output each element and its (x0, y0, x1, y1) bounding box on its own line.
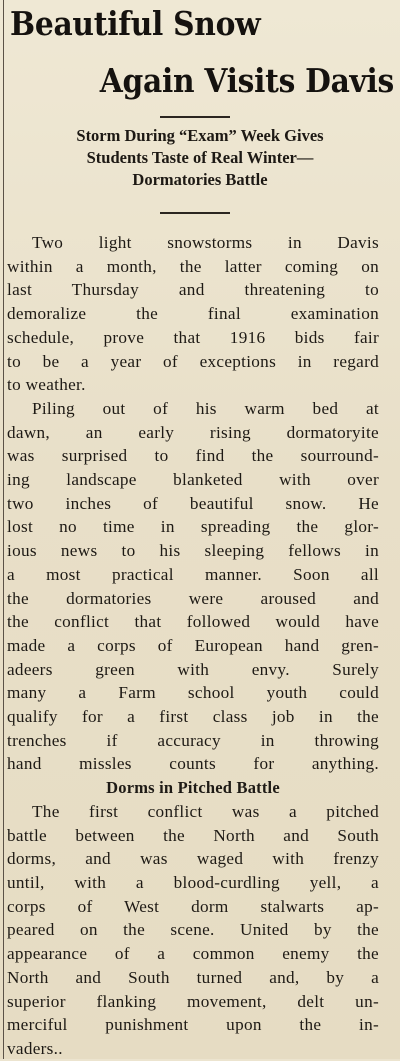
text-line: made a corps of European hand gren- (7, 635, 379, 655)
text-line: within a month, the latter coming on (7, 256, 379, 276)
text-line: dorms, and was waged with frenzy (7, 849, 379, 869)
text-line: the conflict that followed would have (7, 612, 379, 632)
text-line: a most practical manner. Soon all (7, 564, 379, 584)
text-line: Two light snowstorms in Davis (32, 233, 379, 252)
text-line: qualify for a first class job in the (7, 707, 379, 727)
text-line: the dormatories were aroused and (7, 588, 379, 608)
headline (10, 4, 394, 102)
divider-rule-bottom (160, 212, 230, 214)
text-line: The first conflict was a pitched (32, 801, 379, 821)
text-line: demoralize the final examination (7, 304, 379, 324)
text-line: until, with a blood-curdling yell, a (7, 872, 379, 892)
subheadline (6, 125, 394, 191)
subheadline-line: Storm During “Exam” Week Gives (76, 126, 324, 145)
text-line: lost no time in spreading the glor- (7, 517, 379, 537)
column-rule (3, 0, 4, 1059)
text-line: appearance of a common enemy the (7, 944, 379, 964)
text-line: last Thursday and threatening to (7, 280, 379, 300)
text-line: many a Farm school youth could (7, 683, 379, 703)
text-line: hand missles counts for anything. (7, 754, 379, 774)
section-heading: Dorms in Pitched Battle (106, 778, 280, 798)
text-line: ious news to his sleeping fellows in (7, 541, 379, 561)
text-line: vaders.. (7, 1038, 63, 1058)
text-line: Piling out of his warm bed at (32, 398, 379, 418)
text-line: battle between the North and South (7, 825, 379, 845)
text-line: to be a year of exceptions in regard (7, 351, 379, 371)
divider-rule-top (160, 116, 230, 118)
paragraph-2 (7, 397, 379, 776)
text-line: superior flanking movement, delt un- (7, 991, 379, 1011)
paragraph-1 (7, 231, 379, 397)
text-line: two inches of beautiful snow. He (7, 493, 379, 513)
headline-line-1: Beautiful Snow (10, 4, 261, 43)
headline-line-2: Again Visits Davis (99, 61, 394, 100)
text-line: dawn, an early rising dormatoryite (7, 422, 379, 442)
text-line: trenches if accuracy in throwing (7, 730, 379, 750)
paragraph-3 (7, 800, 379, 1061)
subheadline-line: Dormatories Battle (132, 170, 268, 189)
text-line: adeers green with envy. Surely (7, 659, 379, 679)
text-line: North and South turned and, by a (7, 967, 379, 987)
article-body (7, 231, 379, 1061)
text-line: schedule, prove that 1916 bids fair (7, 327, 379, 347)
text-line: peared on the scene. United by the (7, 920, 379, 940)
subheadline-line: Students Taste of Real Winter— (86, 148, 314, 167)
text-line: corps of West dorm stalwarts ap- (7, 896, 379, 916)
text-line: ing landscape blanketed with over (7, 470, 379, 490)
text-line: merciful punishment upon the in- (7, 1015, 379, 1035)
text-line: was surprised to find the sourround- (7, 446, 379, 466)
text-line: to weather. (7, 375, 86, 395)
